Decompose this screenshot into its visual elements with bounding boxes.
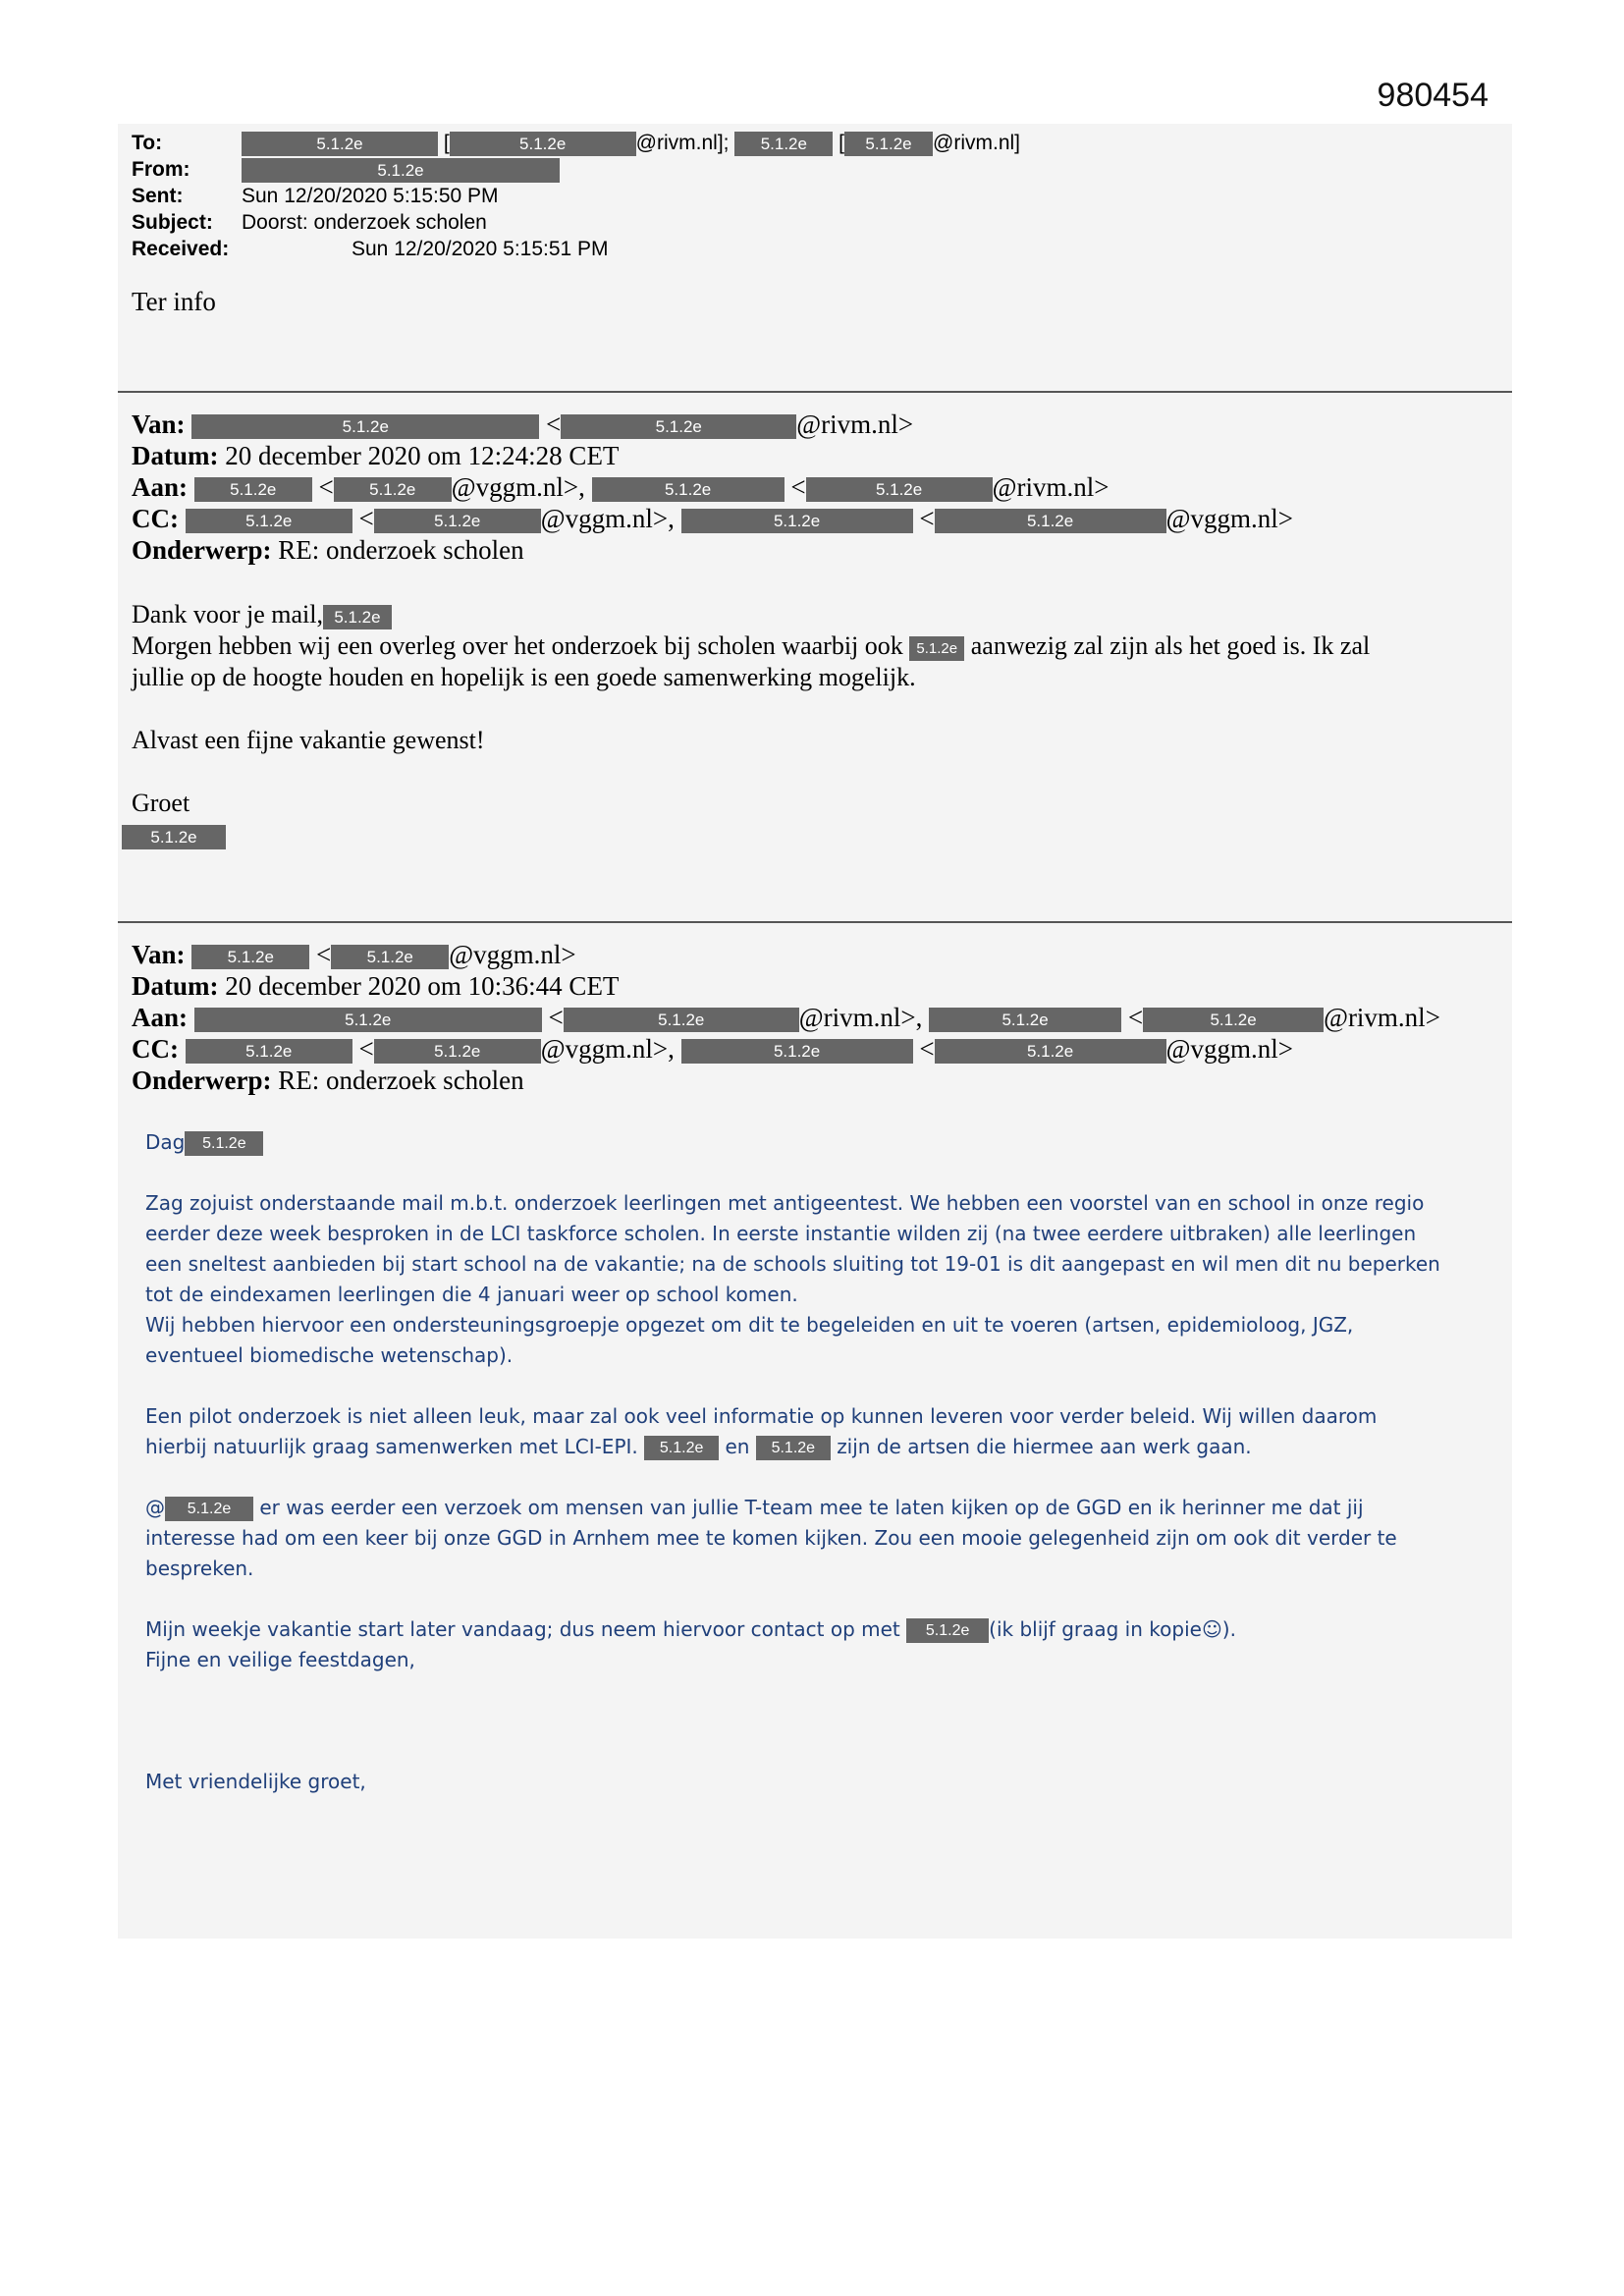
subject-label: Subject:: [132, 211, 213, 234]
aan-domain: @rivm.nl>: [1324, 1003, 1440, 1032]
redaction: 5.1.2e: [165, 1497, 253, 1521]
email2-body: [145, 1127, 1500, 1797]
datum-label: Datum:: [132, 441, 219, 470]
datum-row: [132, 970, 1440, 1002]
onderwerp-label: Onderwerp:: [132, 1066, 272, 1095]
redaction: 5.1.2e: [186, 1039, 352, 1064]
body-line: jullie op de hoogte houden en hopelijk is een goede samenwerking mogelijk.: [132, 663, 916, 691]
datum-label: Datum:: [132, 971, 219, 1001]
body-line: zijn de artsen die hiermee aan werk gaan.: [837, 1435, 1252, 1458]
redaction: 5.1.2e: [929, 1008, 1121, 1032]
onderwerp-value: RE: onderzoek scholen: [278, 1066, 524, 1095]
onderwerp-label: Onderwerp:: [132, 535, 272, 565]
cc-label: CC:: [132, 504, 179, 533]
redaction: 5.1.2e: [935, 1039, 1166, 1064]
body-line: een sneltest aanbieden bij start school na de vakantie; na de schools sluiting tot 19-01 is dit aangepast en wil men dit nu beperken: [145, 1252, 1440, 1276]
email1-body: [132, 599, 1370, 850]
redaction: 5.1.2e: [194, 477, 312, 502]
redaction: 5.1.2e: [334, 477, 452, 502]
body-line: Morgen hebben wij een overleg over het onderzoek bij scholen waarbij ook: [132, 631, 903, 660]
body-line: (ik blijf graag in kopie☺).: [989, 1617, 1236, 1641]
subject-value: Doorst: onderzoek scholen: [242, 211, 487, 234]
body-line: Een pilot onderzoek is niet alleen leuk, maar zal ook veel informatie op kunnen leveren voor verder beleid. Wij willen daarom: [145, 1404, 1378, 1428]
body-line: er was eerder een verzoek om mensen van jullie T-team mee te laten kijken op de GGD en ik herinner me dat jij: [259, 1496, 1364, 1519]
redaction: 5.1.2e: [185, 1131, 263, 1156]
van-domain: @vggm.nl>: [449, 940, 576, 969]
body-line: Mijn weekje vakantie start later vandaag; dus neem hiervoor contact op met: [145, 1617, 900, 1641]
cc-domain: @vggm.nl>: [1165, 504, 1293, 533]
to-row: To: 5.1.2e [ 5.1.2e @rivm.nl]; 5.1.2e [ 5.1.2e @rivm.nl]: [132, 132, 1020, 154]
onderwerp-value: RE: onderzoek scholen: [278, 535, 524, 565]
redaction: 5.1.2e: [331, 945, 449, 969]
divider: [118, 391, 1512, 393]
van-row: Van: 5.1.2e < 5.1.2e @vggm.nl>: [132, 940, 576, 969]
email1-header: [132, 409, 1293, 566]
document-number: 980454: [1377, 77, 1489, 114]
redaction: 5.1.2e: [644, 1436, 719, 1460]
van-label: Van:: [132, 410, 186, 439]
aan-label: Aan:: [132, 472, 189, 502]
body-line: Fijne en veilige feestdagen,: [145, 1648, 415, 1671]
redaction: 5.1.2e: [734, 132, 833, 156]
redaction: 5.1.2e: [323, 605, 392, 629]
body-line: en: [725, 1435, 750, 1458]
email2-header: [132, 939, 1440, 1096]
intro-text: Ter info: [132, 287, 216, 316]
body-line: eerder deze week besproken in de LCI taskforce scholen. In eerste instantie wilden zij (na twee eerdere uitbraken) alle leerlingen: [145, 1222, 1417, 1245]
redaction: 5.1.2e: [191, 414, 539, 439]
redaction: 5.1.2e: [909, 636, 964, 661]
redaction: 5.1.2e: [374, 509, 541, 533]
body-line: interesse had om een keer bij onze GGD in Arnhem mee te komen kijken. Zou een mooie gelegenheid zijn om ook dit verder te: [145, 1526, 1397, 1550]
greeting: Dank voor je mail,: [132, 600, 323, 629]
redaction: 5.1.2e: [806, 477, 993, 502]
aan-label: Aan:: [132, 1003, 189, 1032]
body-line: tot de eindexamen leerlingen die 4 januari weer op school komen.: [145, 1283, 798, 1306]
body-line: eventueel biomedische wetenschap).: [145, 1343, 514, 1367]
body-line: bespreken.: [145, 1557, 254, 1580]
cc-domain: @vggm.nl>,: [540, 1034, 675, 1064]
to-label: To:: [132, 132, 163, 154]
body-line: aanwezig zal zijn als het goed is. Ik zal: [970, 631, 1371, 660]
redaction: 5.1.2e: [450, 132, 636, 156]
redaction: 5.1.2e: [844, 132, 933, 156]
aan-row: Aan: 5.1.2e < 5.1.2e @rivm.nl>, 5.1.2e < 5.1.2e @rivm.nl>: [132, 1003, 1440, 1032]
van-row: Van: 5.1.2e < 5.1.2e @rivm.nl>: [132, 410, 914, 439]
from-label: From:: [132, 158, 190, 181]
sent-value: Sun 12/20/2020 5:15:50 PM: [242, 185, 499, 207]
redaction: 5.1.2e: [194, 1008, 542, 1032]
to-domain: @rivm.nl]: [933, 132, 1020, 154]
redaction: 5.1.2e: [756, 1436, 831, 1460]
datum-row: [132, 440, 1293, 471]
redaction: 5.1.2e: [681, 509, 913, 533]
redaction: 5.1.2e: [592, 477, 785, 502]
onderwerp-row: [132, 534, 1293, 566]
aan-domain: @rivm.nl>,: [798, 1003, 923, 1032]
cc-domain: @vggm.nl>: [1165, 1034, 1293, 1064]
datum-value: 20 december 2020 om 10:36:44 CET: [225, 971, 620, 1001]
sign-off: Met vriendelijke groet,: [145, 1770, 366, 1793]
divider: [118, 921, 1512, 923]
closing: Groet: [132, 789, 190, 817]
redaction: 5.1.2e: [242, 158, 560, 183]
sent-row: [132, 183, 1020, 209]
redaction: 5.1.2e: [564, 1008, 799, 1032]
redaction: 5.1.2e: [122, 825, 226, 849]
redaction: 5.1.2e: [1143, 1008, 1324, 1032]
body-line: Zag zojuist onderstaande mail m.b.t. onderzoek leerlingen met antigeentest. We hebben een voorstel van en school in onze regio: [145, 1191, 1425, 1215]
email-header: [132, 130, 1020, 262]
sent-label: Sent:: [132, 185, 184, 207]
cc-row: CC: 5.1.2e < 5.1.2e @vggm.nl>, 5.1.2e < 5.1.2e @vggm.nl>: [132, 1034, 1293, 1064]
van-label: Van:: [132, 940, 186, 969]
aan-domain: @vggm.nl>,: [451, 472, 585, 502]
van-domain: @rivm.nl>: [796, 410, 914, 439]
vacation-line: Alvast een fijne vakantie gewenst!: [132, 726, 485, 754]
redaction: 5.1.2e: [681, 1039, 913, 1064]
redaction: 5.1.2e: [186, 509, 352, 533]
onderwerp-row: [132, 1065, 1440, 1096]
mention-at: @: [145, 1496, 165, 1519]
aan-row: Aan: 5.1.2e < 5.1.2e @vggm.nl>, 5.1.2e < 5.1.2e @rivm.nl>: [132, 472, 1110, 502]
salutation: Dag: [145, 1130, 186, 1154]
cc-label: CC:: [132, 1034, 179, 1064]
redaction: 5.1.2e: [374, 1039, 541, 1064]
datum-value: 20 december 2020 om 12:24:28 CET: [225, 441, 620, 470]
body-line: hierbij natuurlijk graag samenwerken met LCI-EPI.: [145, 1435, 638, 1458]
redaction: 5.1.2e: [242, 132, 438, 156]
to-domain: @rivm.nl];: [635, 132, 730, 154]
redaction: 5.1.2e: [561, 414, 796, 439]
received-value: Sun 12/20/2020 5:15:51 PM: [352, 238, 609, 260]
redaction: 5.1.2e: [906, 1618, 989, 1643]
redaction: 5.1.2e: [935, 509, 1166, 533]
received-row: [132, 236, 1020, 262]
redaction: 5.1.2e: [191, 945, 309, 969]
aan-domain: @rivm.nl>: [992, 472, 1110, 502]
from-row: [132, 156, 1020, 183]
cc-row: CC: 5.1.2e < 5.1.2e @vggm.nl>, 5.1.2e < 5.1.2e @vggm.nl>: [132, 504, 1293, 533]
body-line: Wij hebben hiervoor een ondersteuningsgroepje opgezet om dit te begeleiden en uit te voeren (artsen, epidemioloog, JGZ,: [145, 1313, 1354, 1337]
cc-domain: @vggm.nl>,: [540, 504, 675, 533]
subject-row: [132, 209, 1020, 236]
received-label: Received:: [132, 238, 230, 260]
